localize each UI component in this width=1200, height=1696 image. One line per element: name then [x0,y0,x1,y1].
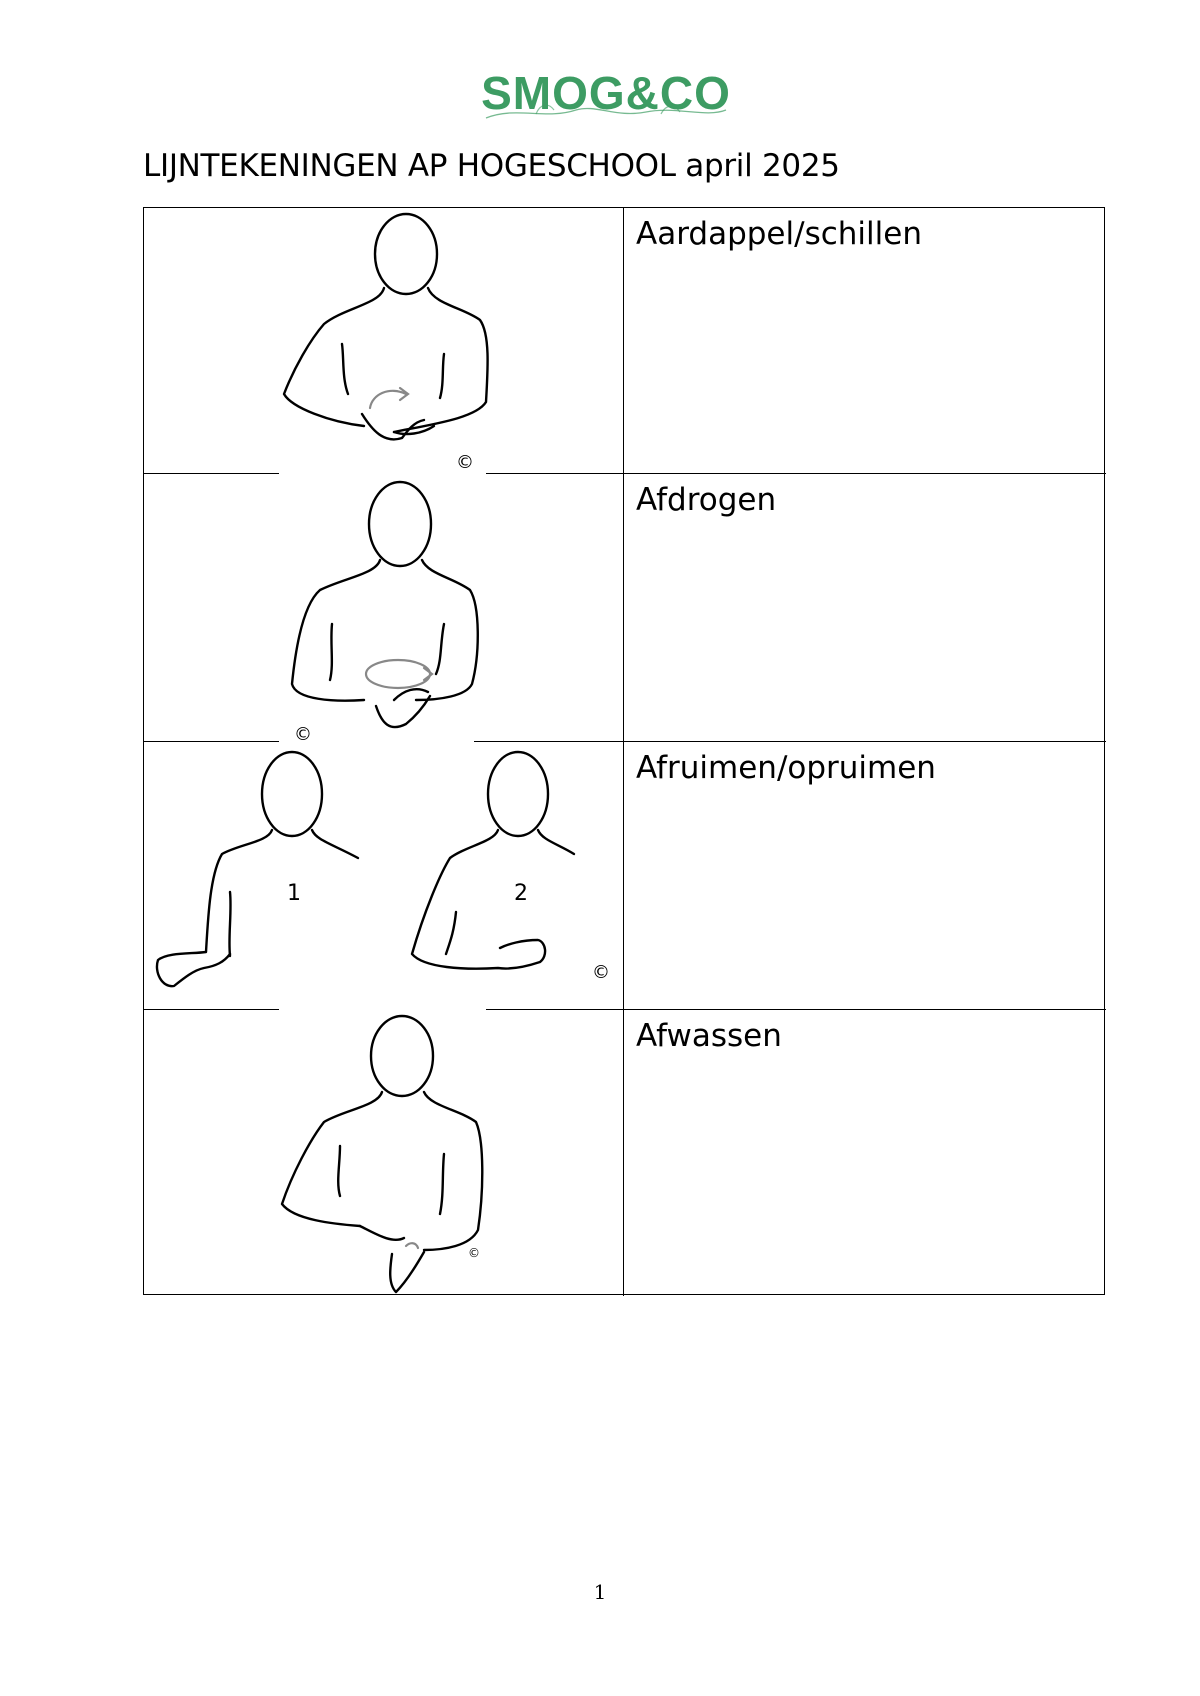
sign-drawing-clear [144,742,623,1010]
sign-drawing-cell [144,742,623,1010]
sign-word-cell [623,742,1104,1010]
row-divider [144,741,279,742]
copyright-mark: © [456,452,474,473]
copyright-mark: © [294,724,312,745]
row-divider [486,1009,1106,1010]
row-divider [474,741,1106,742]
page-number: 1 [593,1580,607,1604]
copyright-mark: © [592,962,610,983]
sign-word-cell [623,474,1104,742]
sign-word-cell [623,208,1104,474]
row-divider [486,473,1106,474]
copyright-mark: © [468,1246,480,1260]
sign-drawing-cell [144,208,623,474]
sign-drawing-peel [144,208,623,474]
row-divider [144,473,279,474]
row-divider [144,1009,279,1010]
step-label: 2 [514,881,528,906]
sign-word: Afwassen [636,1018,782,1054]
sign-drawing-wash [144,1010,623,1296]
sign-drawing-cell [144,1010,623,1296]
logo-sketch-hands [476,60,736,126]
sign-table [143,207,1105,1295]
sign-word: Afdrogen [636,482,777,518]
sign-word: Aardappel/schillen [636,216,922,252]
sign-row [144,742,1104,1010]
sign-word: Afruimen/opruimen [636,750,936,786]
smog-co-logo [476,60,736,126]
document-title: LIJNTEKENINGEN AP HOGESCHOOL april 2025 [143,148,840,184]
step-label: 1 [287,881,301,906]
sign-row [144,474,1104,745]
sign-drawing-cell [144,474,623,745]
logo-text: SMOG&CO [481,67,731,119]
sign-drawing-dry [144,474,623,742]
sign-row [144,1010,1104,1296]
sign-word-cell [623,1010,1104,1296]
sign-row [144,208,1104,474]
